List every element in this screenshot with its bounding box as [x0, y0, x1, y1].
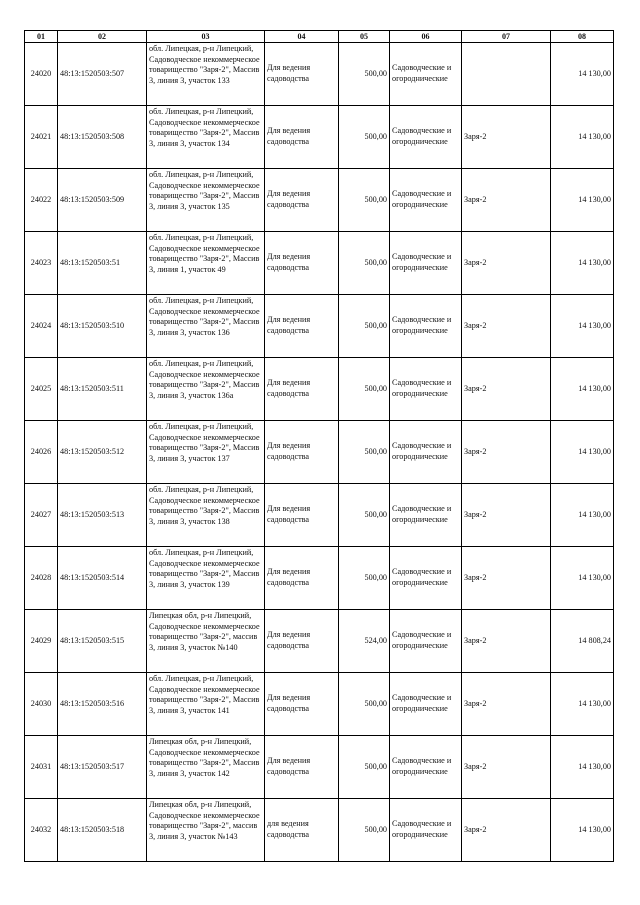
record-number-cell: 24023 — [25, 232, 58, 295]
cadastral-number-cell: 48:13:1520503:511 — [58, 358, 147, 421]
cadastral-number-cell: 48:13:1520503:51 — [58, 232, 147, 295]
area-cell: 524,00 — [339, 610, 390, 673]
zone-name-cell: Заря-2 — [462, 484, 551, 547]
area-cell: 500,00 — [339, 232, 390, 295]
address-text: обл. Липецкая, р-н Липецкий, Садоводческое некоммерческое товарищество "Заря-2", Массив 3, линия 3, участок 139 — [149, 548, 260, 589]
area-cell: 500,00 — [339, 799, 390, 862]
address-text: Липецкая обл, р-н Липецкий, Садоводческое некоммерческое товарищество "Заря-2", Массив 3, линия 3, участок 142 — [149, 737, 260, 778]
address-text: Липецкая обл, р-н Липецкий, Садоводческое некоммерческое товарищество "Заря-2", массив 3, линия 3, участок №140 — [149, 611, 260, 652]
table-row — [25, 610, 614, 673]
zone-name-cell: Заря-2 — [462, 547, 551, 610]
zone-name-cell: Заря-2 — [462, 610, 551, 673]
area-cell: 500,00 — [339, 43, 390, 106]
column-header-05: 05 — [339, 31, 390, 43]
address-cell — [147, 547, 265, 610]
cadastral-number-cell: 48:13:1520503:509 — [58, 169, 147, 232]
address-text: обл. Липецкая, р-н Липецкий, Садоводческое некоммерческое товарищество "Заря-2", Массив 3, линия 3, участок 138 — [149, 485, 260, 526]
table-row — [25, 106, 614, 169]
permitted-use-cell: Для ведения садоводства — [265, 421, 339, 484]
table-row — [25, 295, 614, 358]
permitted-use-cell: Для ведения садоводства — [265, 673, 339, 736]
permitted-use-cell: Для ведения садоводства — [265, 106, 339, 169]
address-cell — [147, 43, 265, 106]
cadastral-number-cell: 48:13:1520503:512 — [58, 421, 147, 484]
address-text: обл. Липецкая, р-н Липецкий, Садоводческое некоммерческое товарищество "Заря-2", Массив 3, линия 3, участок 135 — [149, 170, 260, 211]
record-number-cell: 24028 — [25, 547, 58, 610]
column-header-02: 02 — [58, 31, 147, 43]
zone-name-cell: Заря-2 — [462, 673, 551, 736]
table-row — [25, 169, 614, 232]
address-text: обл. Липецкая, р-н Липецкий, Садоводческое некоммерческое товарищество "Заря-2", Массив 3, линия 3, участок 141 — [149, 674, 260, 715]
land-registry-table — [24, 30, 614, 862]
address-cell — [147, 673, 265, 736]
cadastral-value-cell: 14 130,00 — [551, 358, 614, 421]
cadastral-value-cell: 14 130,00 — [551, 169, 614, 232]
address-text: Липецкая обл, р-н Липецкий, Садоводческое некоммерческое товарищество "Заря-2", массив 3, линия 3, участок №143 — [149, 800, 260, 841]
column-header-08: 08 — [551, 31, 614, 43]
permitted-use-cell: Для ведения садоводства — [265, 484, 339, 547]
permitted-use-cell: Для ведения садоводства — [265, 736, 339, 799]
land-category-cell: Садоводческие и огороднические — [390, 106, 462, 169]
area-cell: 500,00 — [339, 358, 390, 421]
table-row — [25, 799, 614, 862]
address-cell — [147, 169, 265, 232]
area-cell: 500,00 — [339, 295, 390, 358]
record-number-cell: 24020 — [25, 43, 58, 106]
cadastral-number-cell: 48:13:1520503:516 — [58, 673, 147, 736]
address-text: обл. Липецкая, р-н Липецкий, Садоводческое некоммерческое товарищество "Заря-2", Массив 3, линия 3, участок 136а — [149, 359, 260, 400]
table-row — [25, 43, 614, 106]
land-category-cell: Садоводческие и огороднические — [390, 295, 462, 358]
address-cell — [147, 232, 265, 295]
address-cell — [147, 736, 265, 799]
permitted-use-cell: Для ведения садоводства — [265, 169, 339, 232]
area-cell: 500,00 — [339, 169, 390, 232]
zone-name-cell: Заря-2 — [462, 232, 551, 295]
land-category-cell: Садоводческие и огороднические — [390, 421, 462, 484]
address-text: обл. Липецкая, р-н Липецкий, Садоводческое некоммерческое товарищество "Заря-2", Массив 3, линия 1, участок 49 — [149, 233, 260, 274]
record-number-cell: 24031 — [25, 736, 58, 799]
area-cell: 500,00 — [339, 736, 390, 799]
zone-name-cell: Заря-2 — [462, 169, 551, 232]
cadastral-value-cell: 14 808,24 — [551, 610, 614, 673]
zone-name-cell: Заря-2 — [462, 106, 551, 169]
zone-name-cell: Заря-2 — [462, 358, 551, 421]
permitted-use-cell: Для ведения садоводства — [265, 232, 339, 295]
address-cell — [147, 358, 265, 421]
record-number-cell: 24021 — [25, 106, 58, 169]
area-cell: 500,00 — [339, 547, 390, 610]
table-row — [25, 547, 614, 610]
record-number-cell: 24029 — [25, 610, 58, 673]
cadastral-value-cell: 14 130,00 — [551, 673, 614, 736]
record-number-cell: 24025 — [25, 358, 58, 421]
area-cell: 500,00 — [339, 106, 390, 169]
land-category-cell: Садоводческие и огороднические — [390, 547, 462, 610]
cadastral-value-cell: 14 130,00 — [551, 43, 614, 106]
address-text: обл. Липецкая, р-н Липецкий, Садоводческое некоммерческое товарищество "Заря-2", Массив 3, линия 3, участок 136 — [149, 296, 260, 337]
record-number-cell: 24032 — [25, 799, 58, 862]
cadastral-value-cell: 14 130,00 — [551, 295, 614, 358]
cadastral-number-cell: 48:13:1520503:507 — [58, 43, 147, 106]
cadastral-number-cell: 48:13:1520503:518 — [58, 799, 147, 862]
record-number-cell: 24024 — [25, 295, 58, 358]
table-row — [25, 484, 614, 547]
header-row — [25, 31, 614, 43]
land-category-cell: Садоводческие и огороднические — [390, 232, 462, 295]
zone-name-cell: Заря-2 — [462, 295, 551, 358]
permitted-use-cell: Для ведения садоводства — [265, 610, 339, 673]
cadastral-value-cell: 14 130,00 — [551, 484, 614, 547]
permitted-use-cell: Для ведения садоводства — [265, 358, 339, 421]
permitted-use-cell: для ведения садоводства — [265, 799, 339, 862]
table-row — [25, 232, 614, 295]
record-number-cell: 24027 — [25, 484, 58, 547]
area-cell: 500,00 — [339, 484, 390, 547]
cadastral-value-cell: 14 130,00 — [551, 106, 614, 169]
address-cell — [147, 106, 265, 169]
table-row — [25, 358, 614, 421]
land-category-cell: Садоводческие и огороднические — [390, 736, 462, 799]
column-header-06: 06 — [390, 31, 462, 43]
table-body — [25, 43, 614, 862]
address-text: обл. Липецкая, р-н Липецкий, Садоводческое некоммерческое товарищество "Заря-2", Массив 3, линия 3, участок 133 — [149, 44, 260, 85]
permitted-use-cell: Для ведения садоводства — [265, 43, 339, 106]
permitted-use-cell: Для ведения садоводства — [265, 547, 339, 610]
record-number-cell: 24022 — [25, 169, 58, 232]
cadastral-value-cell: 14 130,00 — [551, 736, 614, 799]
address-cell — [147, 295, 265, 358]
land-category-cell: Садоводческие и огороднические — [390, 358, 462, 421]
address-cell — [147, 484, 265, 547]
area-cell: 500,00 — [339, 421, 390, 484]
cadastral-number-cell: 48:13:1520503:517 — [58, 736, 147, 799]
land-category-cell: Садоводческие и огороднические — [390, 799, 462, 862]
cadastral-value-cell: 14 130,00 — [551, 232, 614, 295]
table-row — [25, 421, 614, 484]
land-category-cell: Садоводческие и огороднические — [390, 484, 462, 547]
record-number-cell: 24030 — [25, 673, 58, 736]
cadastral-number-cell: 48:13:1520503:513 — [58, 484, 147, 547]
zone-name-cell: Заря-2 — [462, 421, 551, 484]
cadastral-value-cell: 14 130,00 — [551, 799, 614, 862]
permitted-use-cell: Для ведения садоводства — [265, 295, 339, 358]
column-header-04: 04 — [265, 31, 339, 43]
table-row — [25, 736, 614, 799]
zone-name-cell — [462, 43, 551, 106]
cadastral-value-cell: 14 130,00 — [551, 421, 614, 484]
zone-name-cell: Заря-2 — [462, 736, 551, 799]
address-text: обл. Липецкая, р-н Липецкий, Садоводческое некоммерческое товарищество "Заря-2", Массив 3, линия 3, участок 134 — [149, 107, 260, 148]
land-category-cell: Садоводческие и огороднические — [390, 610, 462, 673]
cadastral-number-cell: 48:13:1520503:514 — [58, 547, 147, 610]
cadastral-number-cell: 48:13:1520503:510 — [58, 295, 147, 358]
land-category-cell: Садоводческие и огороднические — [390, 169, 462, 232]
cadastral-number-cell: 48:13:1520503:508 — [58, 106, 147, 169]
address-cell — [147, 610, 265, 673]
cadastral-number-cell: 48:13:1520503:515 — [58, 610, 147, 673]
land-category-cell: Садоводческие и огороднические — [390, 43, 462, 106]
column-header-07: 07 — [462, 31, 551, 43]
address-text: обл. Липецкая, р-н Липецкий, Садоводческое некоммерческое товарищество "Заря-2", Массив 3, линия 3, участок 137 — [149, 422, 260, 463]
address-cell — [147, 799, 265, 862]
column-header-01: 01 — [25, 31, 58, 43]
land-category-cell: Садоводческие и огороднические — [390, 673, 462, 736]
address-cell — [147, 421, 265, 484]
zone-name-cell: Заря-2 — [462, 799, 551, 862]
column-header-03: 03 — [147, 31, 265, 43]
record-number-cell: 24026 — [25, 421, 58, 484]
table-row — [25, 673, 614, 736]
area-cell: 500,00 — [339, 673, 390, 736]
cadastral-value-cell: 14 130,00 — [551, 547, 614, 610]
